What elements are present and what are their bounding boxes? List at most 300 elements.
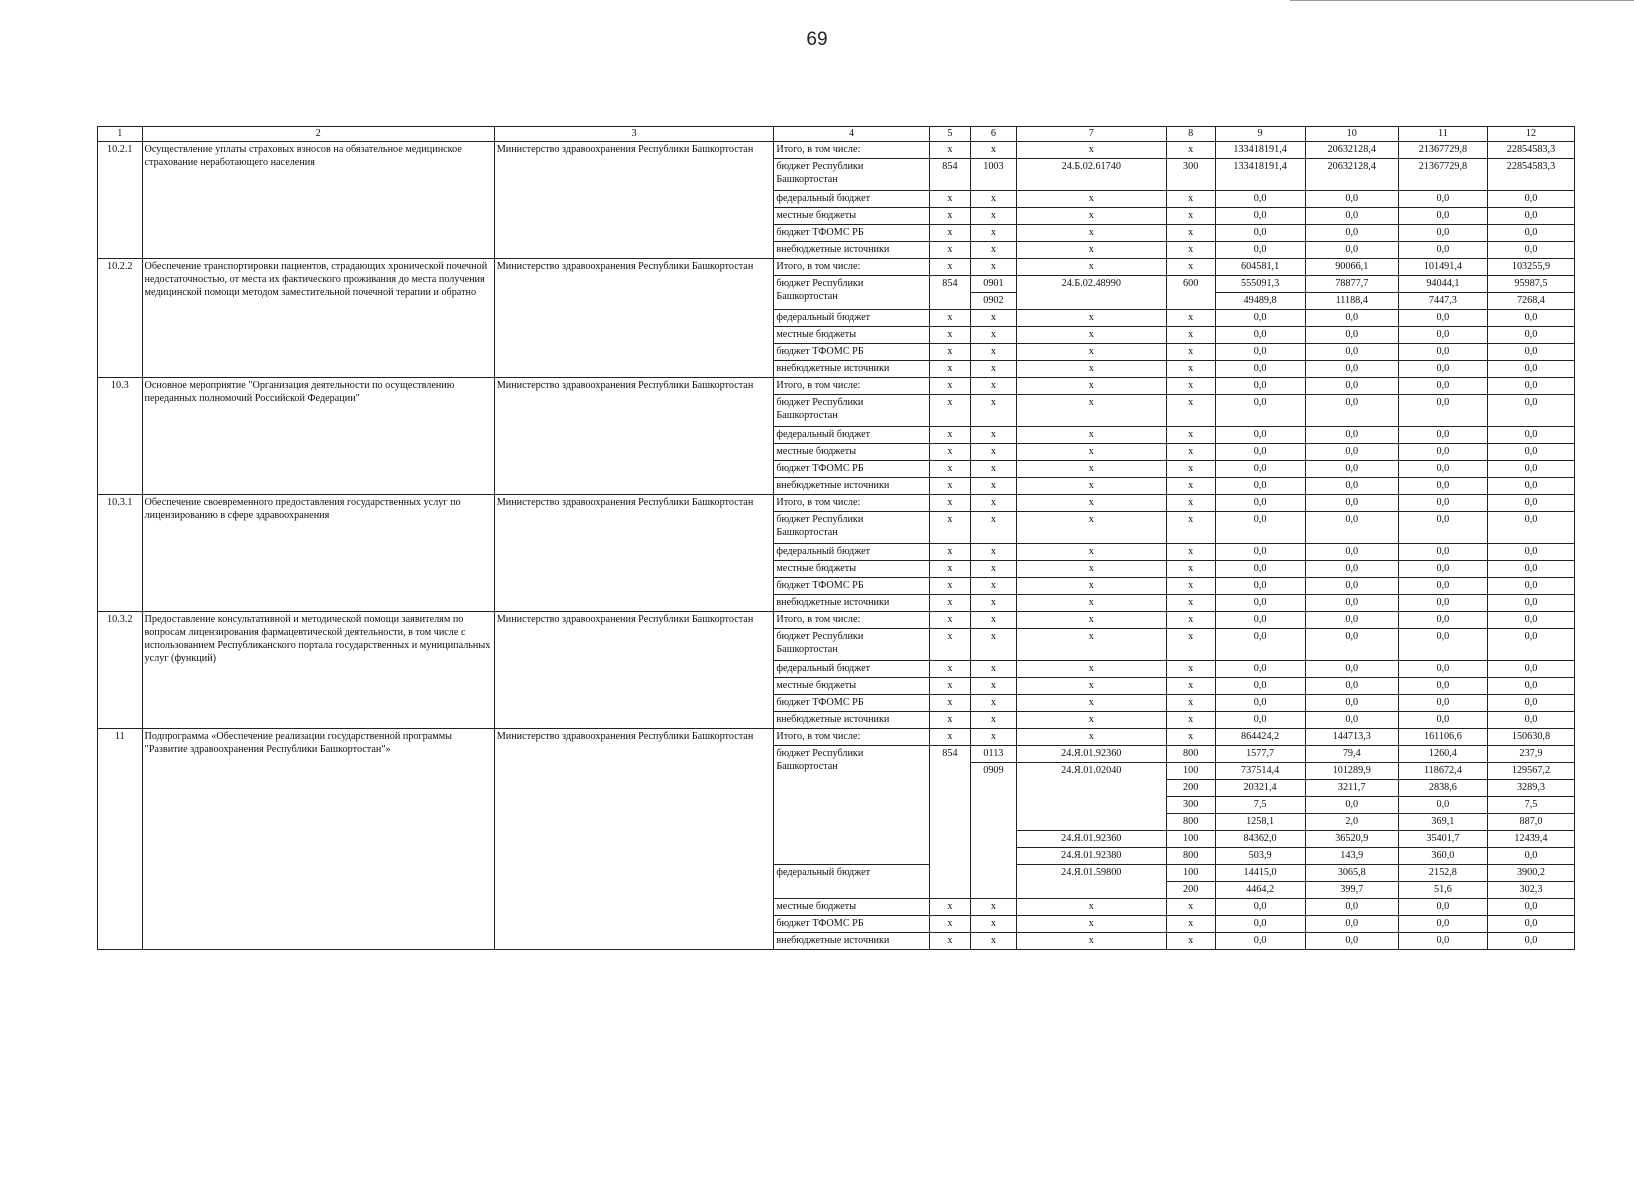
value-cell: 22854583,3 <box>1487 159 1574 191</box>
cell: х <box>1166 695 1215 712</box>
value-cell: 0,0 <box>1305 544 1398 561</box>
cell: х <box>971 712 1017 729</box>
value-cell: 0,0 <box>1215 578 1305 595</box>
cell: х <box>1016 344 1166 361</box>
column-header: 5 <box>929 127 970 142</box>
cell: 24.Я.01.92360 <box>1016 746 1166 763</box>
value-cell: 0,0 <box>1305 208 1398 225</box>
source-label: местные бюджеты <box>774 678 929 695</box>
cell: х <box>929 444 970 461</box>
cell: х <box>1166 899 1215 916</box>
value-cell: 0,0 <box>1305 225 1398 242</box>
cell: х <box>929 729 970 746</box>
cell: 24.Б.02.61740 <box>1016 159 1166 191</box>
cell: х <box>929 678 970 695</box>
cell: 100 <box>1166 865 1215 882</box>
responsible-executor: Министерство здравоохранения Республики Башкортостан <box>494 142 774 259</box>
row-number: 10.2.2 <box>98 259 143 378</box>
value-cell: 0,0 <box>1398 899 1487 916</box>
value-cell: 237,9 <box>1487 746 1574 763</box>
value-cell: 0,0 <box>1398 561 1487 578</box>
cell: х <box>1016 259 1166 276</box>
value-cell: 0,0 <box>1215 327 1305 344</box>
responsible-executor: Министерство здравоохранения Республики Башкортостан <box>494 495 774 612</box>
value-cell: 0,0 <box>1487 916 1574 933</box>
value-cell: 0,0 <box>1398 378 1487 395</box>
value-cell: 0,0 <box>1215 712 1305 729</box>
cell: х <box>1166 225 1215 242</box>
value-cell: 0,0 <box>1487 242 1574 259</box>
value-cell: 0,0 <box>1305 695 1398 712</box>
value-cell: 21367729,8 <box>1398 159 1487 191</box>
cell: х <box>971 142 1017 159</box>
value-cell: 101289,9 <box>1305 763 1398 780</box>
value-cell: 161106,6 <box>1398 729 1487 746</box>
value-cell: 0,0 <box>1398 395 1487 427</box>
source-label: федеральный бюджет <box>774 865 929 899</box>
value-cell: 7268,4 <box>1487 293 1574 310</box>
value-cell: 0,0 <box>1487 933 1574 950</box>
cell: х <box>1016 461 1166 478</box>
cell: х <box>1166 661 1215 678</box>
value-cell: 7,5 <box>1215 797 1305 814</box>
cell: х <box>971 310 1017 327</box>
value-cell: 144713,3 <box>1305 729 1398 746</box>
value-cell: 0,0 <box>1305 916 1398 933</box>
value-cell: 0,0 <box>1398 495 1487 512</box>
cell: х <box>971 461 1017 478</box>
value-cell: 0,0 <box>1398 678 1487 695</box>
value-cell: 0,0 <box>1487 208 1574 225</box>
value-cell: 1260,4 <box>1398 746 1487 763</box>
cell: х <box>971 695 1017 712</box>
cell: х <box>971 899 1017 916</box>
cell: х <box>1016 695 1166 712</box>
cell: х <box>971 378 1017 395</box>
value-cell: 0,0 <box>1487 695 1574 712</box>
value-cell: 2,0 <box>1305 814 1398 831</box>
source-label: бюджет Республики Башкортостан <box>774 395 929 427</box>
cell: х <box>1016 916 1166 933</box>
source-label: Итого, в том числе: <box>774 378 929 395</box>
cell: х <box>929 578 970 595</box>
value-cell: 369,1 <box>1398 814 1487 831</box>
value-cell: 94044,1 <box>1398 276 1487 293</box>
value-cell: 0,0 <box>1305 595 1398 612</box>
cell: х <box>929 142 970 159</box>
value-cell: 0,0 <box>1487 512 1574 544</box>
column-header: 12 <box>1487 127 1574 142</box>
cell: х <box>1166 361 1215 378</box>
value-cell: 0,0 <box>1305 378 1398 395</box>
value-cell: 0,0 <box>1487 678 1574 695</box>
value-cell: 0,0 <box>1487 495 1574 512</box>
value-cell: 0,0 <box>1305 797 1398 814</box>
cell: х <box>971 629 1017 661</box>
cell: х <box>971 225 1017 242</box>
value-cell: 0,0 <box>1487 191 1574 208</box>
cell: х <box>1166 378 1215 395</box>
measure-title: Обеспечение своевременного предоставления государственных услуг по лицензированию в сфере здравоохранения <box>142 495 494 612</box>
column-header: 10 <box>1305 127 1398 142</box>
column-header: 6 <box>971 127 1017 142</box>
value-cell: 20632128,4 <box>1305 159 1398 191</box>
cell: х <box>1166 242 1215 259</box>
source-label: местные бюджеты <box>774 327 929 344</box>
table-row <box>98 612 1575 629</box>
value-cell: 0,0 <box>1215 478 1305 495</box>
value-cell: 1258,1 <box>1215 814 1305 831</box>
cell: 100 <box>1166 763 1215 780</box>
column-header: 9 <box>1215 127 1305 142</box>
value-cell: 0,0 <box>1305 361 1398 378</box>
value-cell: 737514,4 <box>1215 763 1305 780</box>
cell: х <box>1166 612 1215 629</box>
table-header-row <box>98 127 1575 142</box>
row-number: 10.3.1 <box>98 495 143 612</box>
source-label: местные бюджеты <box>774 444 929 461</box>
value-cell: 0,0 <box>1215 225 1305 242</box>
value-cell: 0,0 <box>1487 461 1574 478</box>
column-header: 8 <box>1166 127 1215 142</box>
value-cell: 0,0 <box>1305 661 1398 678</box>
source-label: федеральный бюджет <box>774 191 929 208</box>
cell: 300 <box>1166 797 1215 814</box>
value-cell: 0,0 <box>1487 395 1574 427</box>
cell: 854 <box>929 159 970 191</box>
source-label: внебюджетные источники <box>774 478 929 495</box>
source-label: федеральный бюджет <box>774 544 929 561</box>
value-cell: 0,0 <box>1398 461 1487 478</box>
value-cell: 0,0 <box>1305 629 1398 661</box>
value-cell: 0,0 <box>1487 612 1574 629</box>
value-cell: 0,0 <box>1305 933 1398 950</box>
column-header: 7 <box>1016 127 1166 142</box>
value-cell: 4464,2 <box>1215 882 1305 899</box>
value-cell: 78877,7 <box>1305 276 1398 293</box>
source-label: бюджет ТФОМС РБ <box>774 695 929 712</box>
value-cell: 0,0 <box>1487 712 1574 729</box>
cell: х <box>929 899 970 916</box>
value-cell: 604581,1 <box>1215 259 1305 276</box>
source-label: местные бюджеты <box>774 561 929 578</box>
value-cell: 150630,8 <box>1487 729 1574 746</box>
value-cell: 0,0 <box>1398 478 1487 495</box>
cell: х <box>971 478 1017 495</box>
cell: х <box>971 444 1017 461</box>
value-cell: 0,0 <box>1305 461 1398 478</box>
cell: х <box>1016 444 1166 461</box>
cell: х <box>971 242 1017 259</box>
value-cell: 0,0 <box>1215 461 1305 478</box>
value-cell: 0,0 <box>1215 444 1305 461</box>
value-cell: 503,9 <box>1215 848 1305 865</box>
cell: х <box>971 595 1017 612</box>
source-label: бюджет Республики Башкортостан <box>774 276 929 310</box>
value-cell: 0,0 <box>1215 191 1305 208</box>
value-cell: 0,0 <box>1487 444 1574 461</box>
cell: х <box>929 495 970 512</box>
value-cell: 3211,7 <box>1305 780 1398 797</box>
value-cell: 129567,2 <box>1487 763 1574 780</box>
source-label: бюджет ТФОМС РБ <box>774 225 929 242</box>
cell: х <box>971 612 1017 629</box>
measure-title: Обеспечение транспортировки пациентов, страдающих хронической почечной недостаточностью, от места их фактического проживания до места получения медицинской помощи методом заместительной почечной терапии и обратно <box>142 259 494 378</box>
cell: х <box>1016 191 1166 208</box>
cell: х <box>1166 427 1215 444</box>
cell: х <box>1016 378 1166 395</box>
value-cell: 0,0 <box>1215 661 1305 678</box>
cell: х <box>1166 712 1215 729</box>
cell: х <box>1016 242 1166 259</box>
value-cell: 0,0 <box>1215 695 1305 712</box>
value-cell: 0,0 <box>1215 612 1305 629</box>
cell: 24.Я.01.92380 <box>1016 848 1166 865</box>
table-row <box>98 259 1575 276</box>
cell: 24.Я.01.59800 <box>1016 865 1166 899</box>
value-cell: 0,0 <box>1398 242 1487 259</box>
source-label: бюджет ТФОМС РБ <box>774 461 929 478</box>
value-cell: 0,0 <box>1215 899 1305 916</box>
value-cell: 0,0 <box>1487 427 1574 444</box>
cell: х <box>1166 395 1215 427</box>
value-cell: 3900,2 <box>1487 865 1574 882</box>
value-cell: 21367729,8 <box>1398 142 1487 159</box>
value-cell: 0,0 <box>1487 848 1574 865</box>
value-cell: 0,0 <box>1487 344 1574 361</box>
value-cell: 103255,9 <box>1487 259 1574 276</box>
cell: х <box>971 578 1017 595</box>
source-label: внебюджетные источники <box>774 933 929 950</box>
value-cell: 0,0 <box>1398 629 1487 661</box>
table-row <box>98 142 1575 159</box>
cell: х <box>929 259 970 276</box>
cell: 854 <box>929 746 970 899</box>
value-cell: 555091,3 <box>1215 276 1305 293</box>
cell: х <box>971 395 1017 427</box>
responsible-executor: Министерство здравоохранения Республики Башкортостан <box>494 378 774 495</box>
cell: х <box>929 461 970 478</box>
cell: 24.Я.01.02040 <box>1016 763 1166 831</box>
value-cell: 0,0 <box>1398 310 1487 327</box>
cell: х <box>929 427 970 444</box>
cell: х <box>929 612 970 629</box>
cell: х <box>1166 444 1215 461</box>
cell: х <box>1016 225 1166 242</box>
value-cell: 14415,0 <box>1215 865 1305 882</box>
cell: х <box>1016 578 1166 595</box>
table-row <box>98 495 1575 512</box>
cell: 854 <box>929 276 970 310</box>
value-cell: 0,0 <box>1215 512 1305 544</box>
cell: х <box>1166 478 1215 495</box>
cell: 800 <box>1166 814 1215 831</box>
source-label: бюджет Республики Башкортостан <box>774 629 929 661</box>
cell: х <box>1016 327 1166 344</box>
cell: х <box>1166 595 1215 612</box>
value-cell: 118672,4 <box>1398 763 1487 780</box>
value-cell: 143,9 <box>1305 848 1398 865</box>
value-cell: 0,0 <box>1398 933 1487 950</box>
cell: х <box>1166 916 1215 933</box>
source-label: Итого, в том числе: <box>774 729 929 746</box>
value-cell: 0,0 <box>1487 327 1574 344</box>
cell: х <box>1166 461 1215 478</box>
cell: х <box>971 661 1017 678</box>
value-cell: 0,0 <box>1215 378 1305 395</box>
value-cell: 0,0 <box>1398 327 1487 344</box>
value-cell: 0,0 <box>1215 495 1305 512</box>
value-cell: 0,0 <box>1305 444 1398 461</box>
value-cell: 0,0 <box>1215 544 1305 561</box>
value-cell: 0,0 <box>1487 899 1574 916</box>
cell: х <box>929 361 970 378</box>
cell: х <box>1016 395 1166 427</box>
cell: х <box>929 933 970 950</box>
cell: х <box>1016 933 1166 950</box>
value-cell: 0,0 <box>1305 612 1398 629</box>
value-cell: 0,0 <box>1305 678 1398 695</box>
value-cell: 0,0 <box>1215 933 1305 950</box>
cell: х <box>971 361 1017 378</box>
cell: х <box>1166 544 1215 561</box>
source-label: бюджет Республики Башкортостан <box>774 746 929 865</box>
cell: х <box>1166 678 1215 695</box>
value-cell: 20632128,4 <box>1305 142 1398 159</box>
value-cell: 0,0 <box>1305 512 1398 544</box>
value-cell: 0,0 <box>1305 578 1398 595</box>
measure-title: Подпрограмма «Обеспечение реализации государственной программы "Развитие здравоохранения Республики Башкортостан"» <box>142 729 494 950</box>
value-cell: 0,0 <box>1215 344 1305 361</box>
value-cell: 95987,5 <box>1487 276 1574 293</box>
value-cell: 3289,3 <box>1487 780 1574 797</box>
responsible-executor: Министерство здравоохранения Республики Башкортостан <box>494 259 774 378</box>
value-cell: 12439,4 <box>1487 831 1574 848</box>
cell: х <box>929 478 970 495</box>
cell: х <box>929 395 970 427</box>
cell: х <box>1016 729 1166 746</box>
value-cell: 11188,4 <box>1305 293 1398 310</box>
source-label: бюджет ТФОМС РБ <box>774 344 929 361</box>
value-cell: 0,0 <box>1305 395 1398 427</box>
cell: х <box>971 933 1017 950</box>
value-cell: 49489,8 <box>1215 293 1305 310</box>
cell: х <box>1016 899 1166 916</box>
value-cell: 0,0 <box>1398 661 1487 678</box>
value-cell: 0,0 <box>1215 208 1305 225</box>
cell: 800 <box>1166 746 1215 763</box>
cell: х <box>971 495 1017 512</box>
value-cell: 0,0 <box>1215 310 1305 327</box>
cell: 200 <box>1166 780 1215 797</box>
value-cell: 0,0 <box>1487 629 1574 661</box>
cell: х <box>1016 512 1166 544</box>
value-cell: 0,0 <box>1398 512 1487 544</box>
value-cell: 0,0 <box>1215 678 1305 695</box>
value-cell: 0,0 <box>1487 225 1574 242</box>
value-cell: 0,0 <box>1215 395 1305 427</box>
table-row <box>98 378 1575 395</box>
value-cell: 0,0 <box>1398 444 1487 461</box>
column-header: 3 <box>494 127 774 142</box>
cell: х <box>1166 208 1215 225</box>
cell: х <box>929 191 970 208</box>
cell: х <box>1016 561 1166 578</box>
value-cell: 35401,7 <box>1398 831 1487 848</box>
source-label: бюджет ТФОМС РБ <box>774 578 929 595</box>
cell: х <box>929 225 970 242</box>
cell: х <box>929 712 970 729</box>
value-cell: 0,0 <box>1398 712 1487 729</box>
value-cell: 399,7 <box>1305 882 1398 899</box>
cell: 0901 <box>971 276 1017 293</box>
cell: х <box>929 595 970 612</box>
value-cell: 0,0 <box>1398 916 1487 933</box>
cell: х <box>929 344 970 361</box>
value-cell: 0,0 <box>1305 427 1398 444</box>
value-cell: 20321,4 <box>1215 780 1305 797</box>
cell: х <box>929 378 970 395</box>
cell: 0113 <box>971 746 1017 763</box>
value-cell: 0,0 <box>1398 191 1487 208</box>
source-label: Итого, в том числе: <box>774 612 929 629</box>
value-cell: 90066,1 <box>1305 259 1398 276</box>
value-cell: 0,0 <box>1305 310 1398 327</box>
cell: 24.Я.01.92360 <box>1016 831 1166 848</box>
cell: х <box>929 327 970 344</box>
value-cell: 101491,4 <box>1398 259 1487 276</box>
cell: х <box>971 191 1017 208</box>
value-cell: 0,0 <box>1305 478 1398 495</box>
cell: 800 <box>1166 848 1215 865</box>
source-label: местные бюджеты <box>774 208 929 225</box>
row-number: 10.3 <box>98 378 143 495</box>
source-label: внебюджетные источники <box>774 595 929 612</box>
cell: х <box>1166 327 1215 344</box>
value-cell: 2152,8 <box>1398 865 1487 882</box>
value-cell: 2838,6 <box>1398 780 1487 797</box>
cell: х <box>929 544 970 561</box>
value-cell: 0,0 <box>1487 561 1574 578</box>
cell: х <box>1016 427 1166 444</box>
value-cell: 7,5 <box>1487 797 1574 814</box>
value-cell: 0,0 <box>1305 561 1398 578</box>
cell: 0902 <box>971 293 1017 310</box>
value-cell: 0,0 <box>1398 595 1487 612</box>
cell: х <box>971 678 1017 695</box>
responsible-executor: Министерство здравоохранения Республики Башкортостан <box>494 729 774 950</box>
value-cell: 133418191,4 <box>1215 159 1305 191</box>
cell: х <box>1016 661 1166 678</box>
value-cell: 0,0 <box>1398 544 1487 561</box>
value-cell: 1577,7 <box>1215 746 1305 763</box>
cell: 24.Б.02.48990 <box>1016 276 1166 310</box>
cell: 600 <box>1166 276 1215 310</box>
cell: х <box>929 512 970 544</box>
value-cell: 0,0 <box>1487 310 1574 327</box>
page-number: 69 <box>806 29 828 50</box>
cell: х <box>1016 612 1166 629</box>
cell: х <box>971 512 1017 544</box>
value-cell: 0,0 <box>1487 595 1574 612</box>
cell: 100 <box>1166 831 1215 848</box>
source-label: внебюджетные источники <box>774 712 929 729</box>
value-cell: 0,0 <box>1398 797 1487 814</box>
value-cell: 0,0 <box>1398 361 1487 378</box>
value-cell: 864424,2 <box>1215 729 1305 746</box>
value-cell: 0,0 <box>1305 344 1398 361</box>
value-cell: 0,0 <box>1398 578 1487 595</box>
